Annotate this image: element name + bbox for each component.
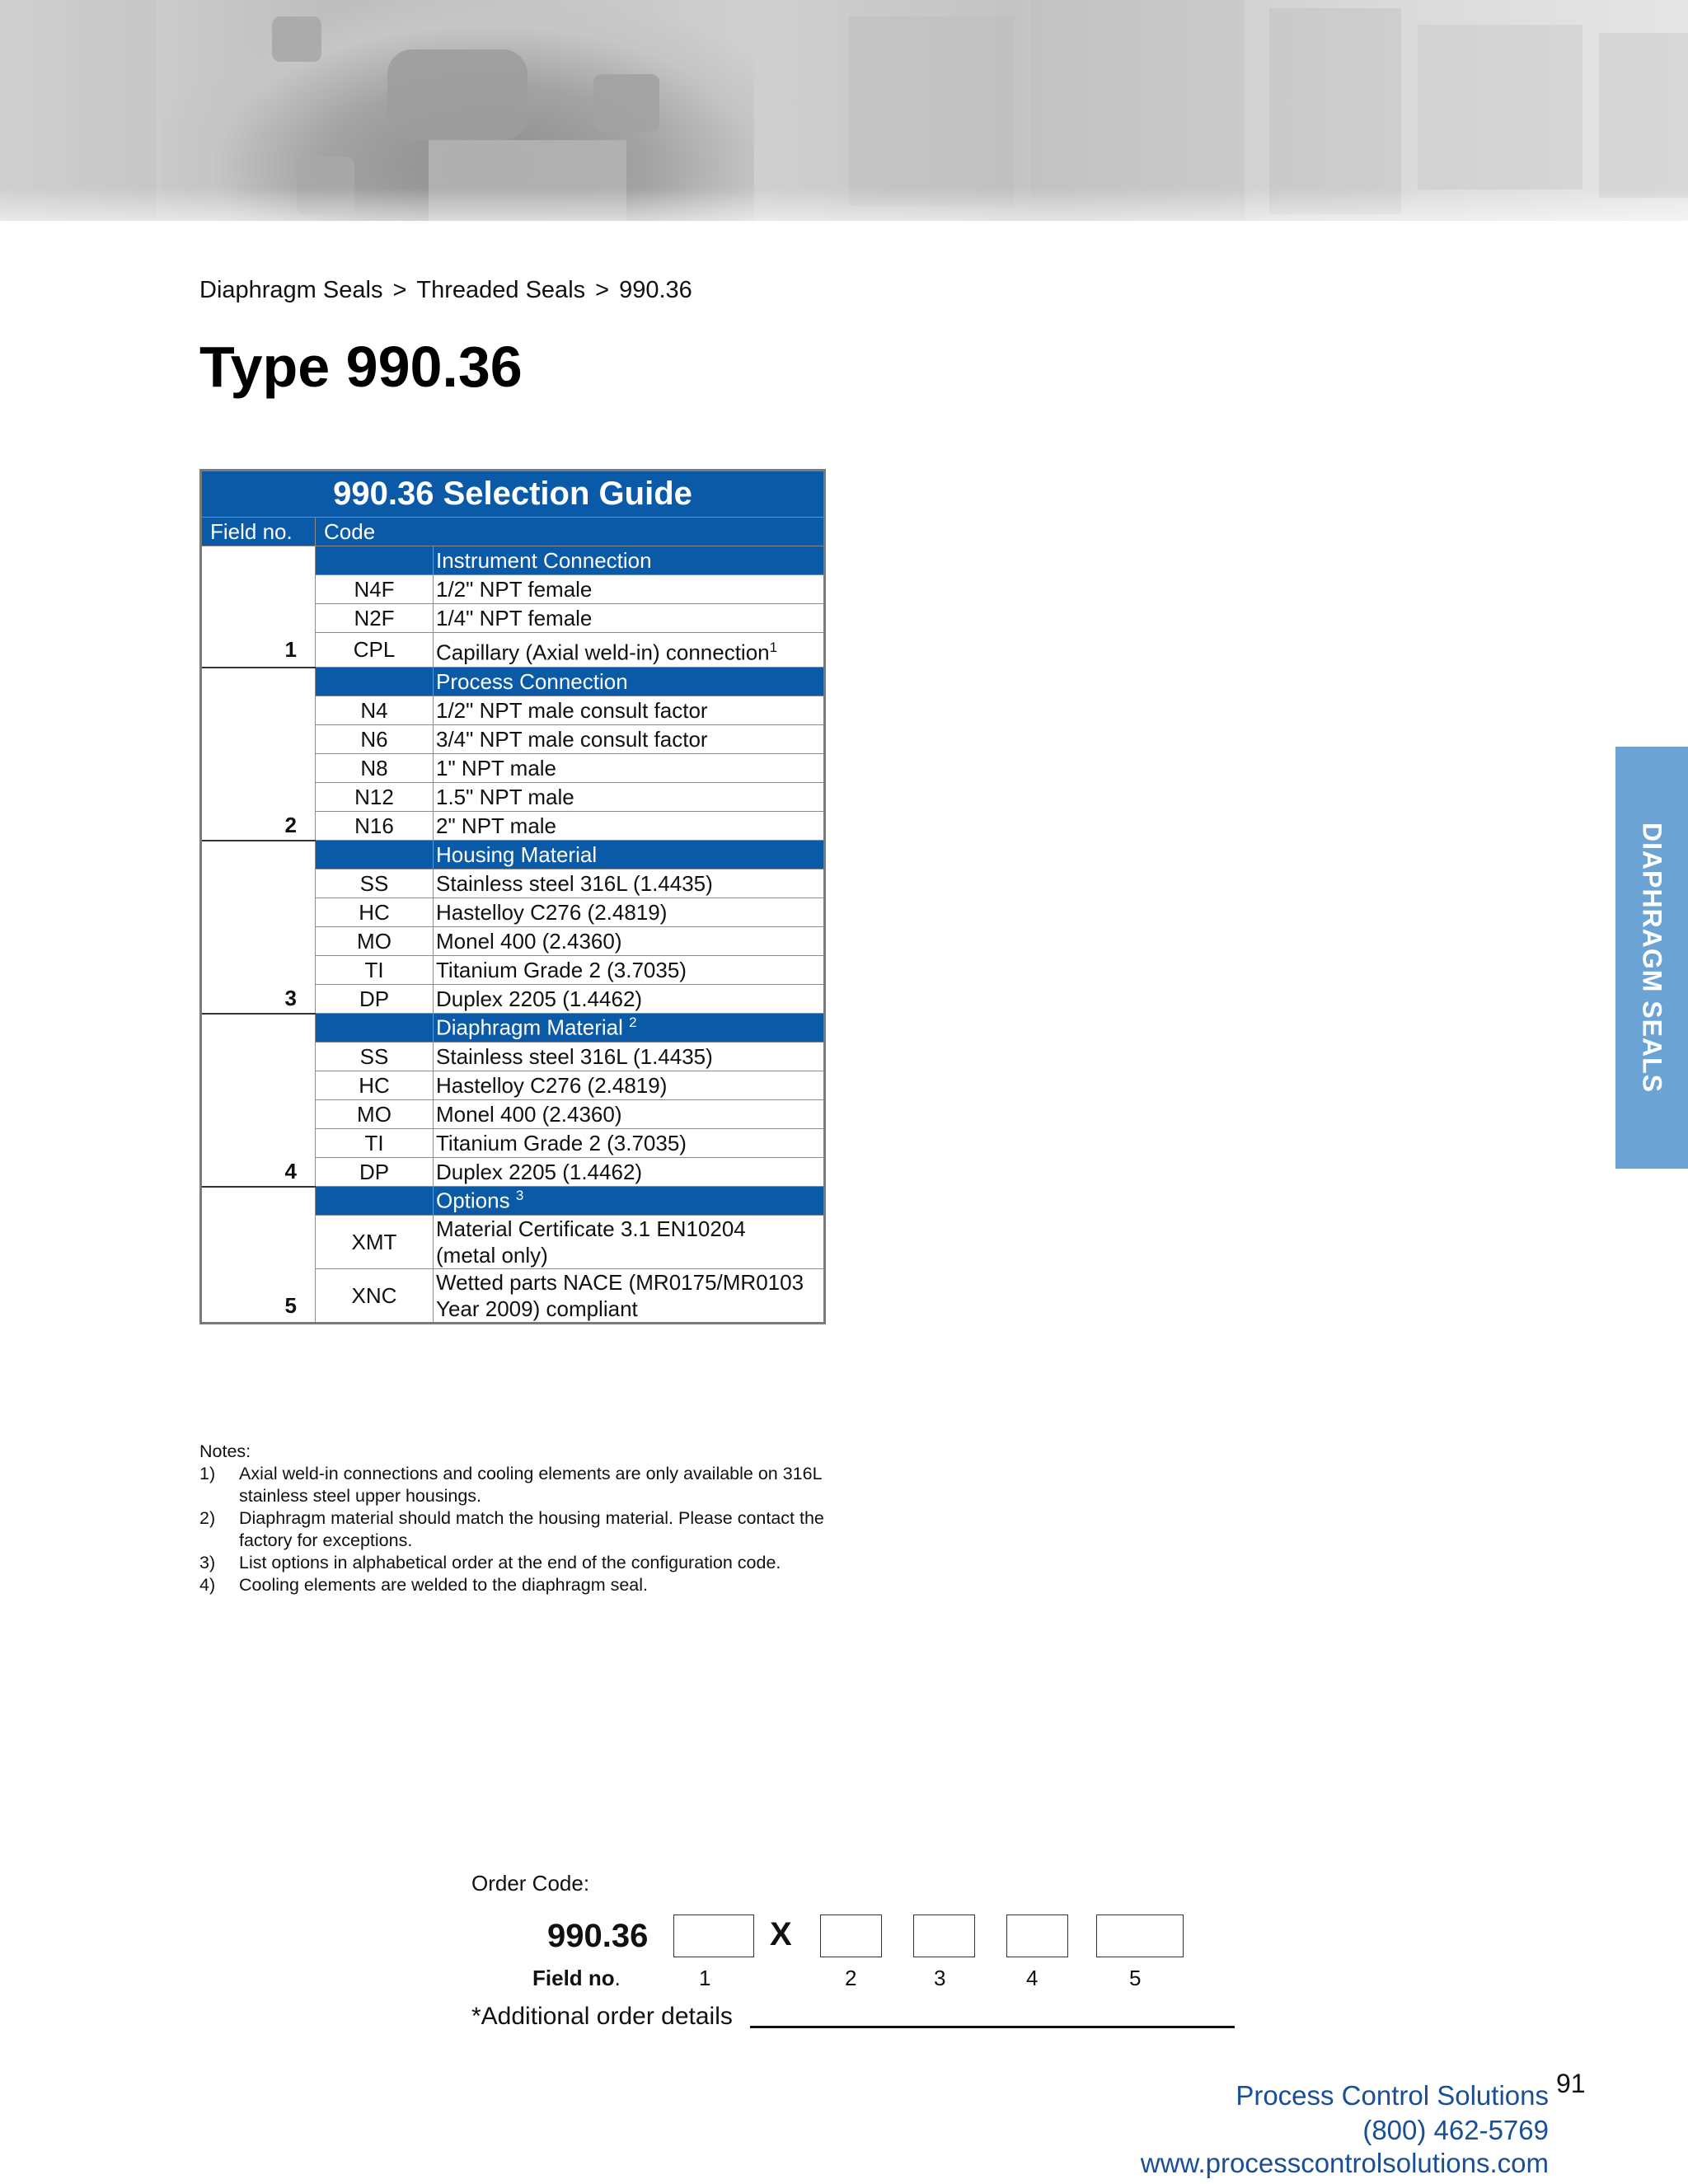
section-header-label: Options bbox=[436, 1188, 510, 1213]
table-row bbox=[201, 898, 825, 927]
field-number: 4 bbox=[201, 1158, 316, 1187]
section-header bbox=[434, 1014, 825, 1043]
option-description bbox=[434, 696, 825, 725]
footer-website[interactable]: www.processcontrolsolutions.com bbox=[1140, 2148, 1549, 2178]
section-header-label: Diaphragm Material bbox=[436, 1015, 623, 1040]
table-row bbox=[201, 1129, 825, 1158]
option-description-text: 1" NPT male bbox=[436, 756, 557, 780]
option-code: N8 bbox=[316, 754, 434, 783]
section-header-label: Instrument Connection bbox=[436, 547, 652, 573]
table-row bbox=[201, 1100, 825, 1129]
order-field-4-box[interactable] bbox=[1006, 1915, 1068, 1957]
section-header-blank bbox=[316, 841, 434, 869]
option-code: DP bbox=[316, 1158, 434, 1187]
note-line: stainless steel upper housings. bbox=[239, 1486, 482, 1506]
option-description-text: 2" NPT male bbox=[436, 813, 557, 838]
side-tab-label: DIAPHRAGM SEALS bbox=[1637, 823, 1667, 1093]
option-description bbox=[434, 812, 825, 841]
column-header-code: Code bbox=[316, 518, 825, 546]
breadcrumb-item-current: 990.36 bbox=[619, 277, 692, 303]
option-description-text: Wetted parts NACE (MR0175/MR0103 bbox=[436, 1270, 804, 1295]
option-code: SS bbox=[316, 869, 434, 898]
option-code: N16 bbox=[316, 812, 434, 841]
notes-heading: Notes: bbox=[199, 1441, 251, 1461]
table-row bbox=[201, 956, 825, 985]
page-title: Type 990.36 bbox=[199, 335, 523, 399]
option-description bbox=[434, 754, 825, 783]
section-header-label: Process Connection bbox=[436, 668, 628, 694]
breadcrumb-separator: > bbox=[392, 277, 407, 303]
table-row bbox=[201, 754, 825, 783]
note-line: Diaphragm material should match the housing material. Please contact the bbox=[239, 1508, 824, 1528]
option-code: CPL bbox=[316, 633, 434, 668]
note-item bbox=[199, 1552, 824, 1574]
option-code: MO bbox=[316, 1100, 434, 1129]
page-number: 91 bbox=[1556, 2069, 1586, 2098]
option-description-text: 1/4" NPT female bbox=[436, 606, 593, 630]
option-code: XNC bbox=[316, 1269, 434, 1324]
table-row bbox=[201, 927, 825, 956]
note-text bbox=[239, 1507, 824, 1552]
field-no-label bbox=[532, 1966, 621, 1991]
table-row bbox=[201, 575, 825, 604]
option-description bbox=[434, 869, 825, 898]
field-number-cell bbox=[201, 898, 316, 927]
breadcrumb-item-threaded-seals[interactable]: Threaded Seals bbox=[416, 277, 586, 303]
field-number-cell bbox=[201, 1014, 316, 1043]
section-header-footnote: 2 bbox=[629, 1015, 637, 1031]
option-description bbox=[434, 1043, 825, 1071]
option-code: TI bbox=[316, 1129, 434, 1158]
note-item bbox=[199, 1574, 824, 1596]
table-row bbox=[201, 725, 825, 754]
field-number-cell bbox=[201, 869, 316, 898]
option-description-text: Duplex 2205 (1.4462) bbox=[436, 1160, 643, 1184]
field-number-cell bbox=[201, 927, 316, 956]
section-header-footnote: 3 bbox=[515, 1188, 524, 1204]
option-description-text: 1/2" NPT female bbox=[436, 577, 593, 602]
option-description-text: Capillary (Axial weld-in) connection bbox=[436, 640, 770, 665]
option-description bbox=[434, 725, 825, 754]
footer-phone: (800) 462-5769 bbox=[1362, 2115, 1549, 2145]
section-header bbox=[434, 546, 825, 575]
note-number: 4) bbox=[199, 1575, 216, 1595]
option-description-text: Duplex 2205 (1.4462) bbox=[436, 987, 643, 1011]
option-description bbox=[434, 1269, 825, 1324]
header-banner-image bbox=[0, 0, 1688, 221]
order-code-x: X bbox=[770, 1916, 792, 1952]
option-code: SS bbox=[316, 1043, 434, 1071]
option-description-text: 1.5" NPT male bbox=[436, 785, 574, 809]
table-row bbox=[201, 1269, 825, 1324]
option-description bbox=[434, 604, 825, 633]
option-description bbox=[434, 956, 825, 985]
field-number-cell bbox=[201, 575, 316, 604]
note-item bbox=[199, 1463, 824, 1507]
option-description bbox=[434, 927, 825, 956]
table-row bbox=[201, 1071, 825, 1100]
field-number-cell bbox=[201, 1129, 316, 1158]
option-description bbox=[434, 783, 825, 812]
order-field-5-box[interactable] bbox=[1096, 1915, 1184, 1957]
footer-company: Process Control Solutions bbox=[1236, 2080, 1549, 2111]
option-description-text: Monel 400 (2.4360) bbox=[436, 929, 622, 954]
field-number-cell bbox=[201, 841, 316, 869]
field-number-cell bbox=[201, 1216, 316, 1269]
field-no-text: Field no bbox=[532, 1966, 615, 1990]
field-number-3: 3 bbox=[934, 1966, 946, 1990]
option-code: N2F bbox=[316, 604, 434, 633]
notes bbox=[199, 1441, 824, 1596]
side-tab-diaphragm-seals[interactable] bbox=[1615, 747, 1688, 1169]
note-item bbox=[199, 1507, 824, 1552]
note-text bbox=[239, 1552, 781, 1574]
field-number-cell bbox=[201, 1187, 316, 1216]
option-code: N12 bbox=[316, 783, 434, 812]
option-code: DP bbox=[316, 985, 434, 1014]
option-code: N6 bbox=[316, 725, 434, 754]
field-number: 5 bbox=[201, 1269, 316, 1324]
order-field-1-box[interactable] bbox=[673, 1915, 754, 1957]
option-description-text: Titanium Grade 2 (3.7035) bbox=[436, 958, 687, 982]
option-code: HC bbox=[316, 898, 434, 927]
option-code: N4F bbox=[316, 575, 434, 604]
note-text bbox=[239, 1463, 823, 1507]
option-description-text: Titanium Grade 2 (3.7035) bbox=[436, 1131, 687, 1155]
section-header bbox=[434, 668, 825, 696]
table-row bbox=[201, 783, 825, 812]
field-no-dot: . bbox=[614, 1966, 621, 1990]
breadcrumb bbox=[199, 277, 692, 304]
order-field-2-box[interactable] bbox=[820, 1915, 882, 1957]
note-line: Axial weld-in connections and cooling elements are only available on 316L bbox=[239, 1464, 823, 1483]
note-line: List options in alphabetical order at the end of the configuration code. bbox=[239, 1553, 781, 1572]
field-number-2: 2 bbox=[845, 1966, 857, 1990]
field-number-cell bbox=[201, 783, 316, 812]
option-description bbox=[434, 1100, 825, 1129]
option-description-text: 1/2" NPT male consult factor bbox=[436, 698, 708, 723]
table-row bbox=[201, 1158, 825, 1187]
additional-order-details-label: *Additional order details bbox=[471, 2003, 733, 2030]
order-code-label: Order Code: bbox=[471, 1871, 590, 1896]
section-header bbox=[434, 841, 825, 869]
table-row bbox=[201, 1216, 825, 1269]
field-number-cell bbox=[201, 696, 316, 725]
option-description-text: (metal only) bbox=[436, 1243, 548, 1268]
option-description-text: Hastelloy C276 (2.4819) bbox=[436, 900, 668, 925]
table-row bbox=[201, 812, 825, 841]
table-row bbox=[201, 633, 825, 668]
option-code: XMT bbox=[316, 1216, 434, 1269]
note-number: 2) bbox=[199, 1508, 216, 1528]
additional-order-details-line[interactable] bbox=[750, 2026, 1235, 2028]
table-row bbox=[201, 604, 825, 633]
footnote-marker: 1 bbox=[769, 639, 778, 655]
field-number-cell bbox=[201, 1071, 316, 1100]
section-header-blank bbox=[316, 546, 434, 575]
option-description bbox=[434, 1129, 825, 1158]
option-description bbox=[434, 985, 825, 1014]
option-code: HC bbox=[316, 1071, 434, 1100]
note-line: Cooling elements are welded to the diaphragm seal. bbox=[239, 1575, 648, 1595]
field-number: 3 bbox=[201, 985, 316, 1014]
order-field-3-box[interactable] bbox=[913, 1915, 975, 1957]
option-description bbox=[434, 633, 825, 668]
option-code: N4 bbox=[316, 696, 434, 725]
field-number-cell bbox=[201, 956, 316, 985]
field-number-cell bbox=[201, 604, 316, 633]
table-row bbox=[201, 985, 825, 1014]
field-number-4: 4 bbox=[1026, 1966, 1039, 1990]
section-header-blank bbox=[316, 1014, 434, 1043]
option-description-text: Monel 400 (2.4360) bbox=[436, 1102, 622, 1127]
field-number-cell bbox=[201, 1100, 316, 1129]
table-row bbox=[201, 696, 825, 725]
selection-guide-table bbox=[199, 469, 826, 1324]
note-line: factory for exceptions. bbox=[239, 1530, 413, 1550]
field-number-cell bbox=[201, 754, 316, 783]
breadcrumb-item-diaphragm-seals[interactable]: Diaphragm Seals bbox=[199, 277, 383, 303]
table-row bbox=[201, 869, 825, 898]
section-header-label: Housing Material bbox=[436, 841, 598, 867]
option-description-text: Stainless steel 316L (1.4435) bbox=[436, 871, 713, 896]
option-description-text: Stainless steel 316L (1.4435) bbox=[436, 1044, 713, 1069]
option-description bbox=[434, 898, 825, 927]
field-number-cell bbox=[201, 668, 316, 696]
order-code-model: 990.36 bbox=[547, 1918, 649, 1954]
option-description bbox=[434, 575, 825, 604]
field-number-cell bbox=[201, 725, 316, 754]
column-header-field-no: Field no. bbox=[201, 518, 316, 546]
option-description-text: Year 2009) compliant bbox=[436, 1296, 638, 1321]
field-number: 1 bbox=[201, 633, 316, 668]
section-header-blank bbox=[316, 668, 434, 696]
section-header bbox=[434, 1187, 825, 1216]
note-text bbox=[239, 1574, 648, 1596]
field-number-cell bbox=[201, 546, 316, 575]
field-number-5: 5 bbox=[1129, 1966, 1142, 1990]
field-number-1: 1 bbox=[699, 1966, 711, 1990]
option-description-text: Hastelloy C276 (2.4819) bbox=[436, 1073, 668, 1098]
selection-guide-title: 990.36 Selection Guide bbox=[201, 471, 825, 518]
section-header-blank bbox=[316, 1187, 434, 1216]
option-code: MO bbox=[316, 927, 434, 956]
field-number-cell bbox=[201, 1043, 316, 1071]
breadcrumb-separator: > bbox=[595, 277, 610, 303]
option-description bbox=[434, 1071, 825, 1100]
option-description bbox=[434, 1158, 825, 1187]
field-number: 2 bbox=[201, 812, 316, 841]
option-code: TI bbox=[316, 956, 434, 985]
table-row bbox=[201, 1043, 825, 1071]
option-description-text: 3/4" NPT male consult factor bbox=[436, 727, 708, 752]
option-description-text: Material Certificate 3.1 EN10204 bbox=[436, 1216, 746, 1241]
note-number: 1) bbox=[199, 1464, 216, 1483]
note-number: 3) bbox=[199, 1553, 216, 1572]
option-description bbox=[434, 1216, 825, 1269]
